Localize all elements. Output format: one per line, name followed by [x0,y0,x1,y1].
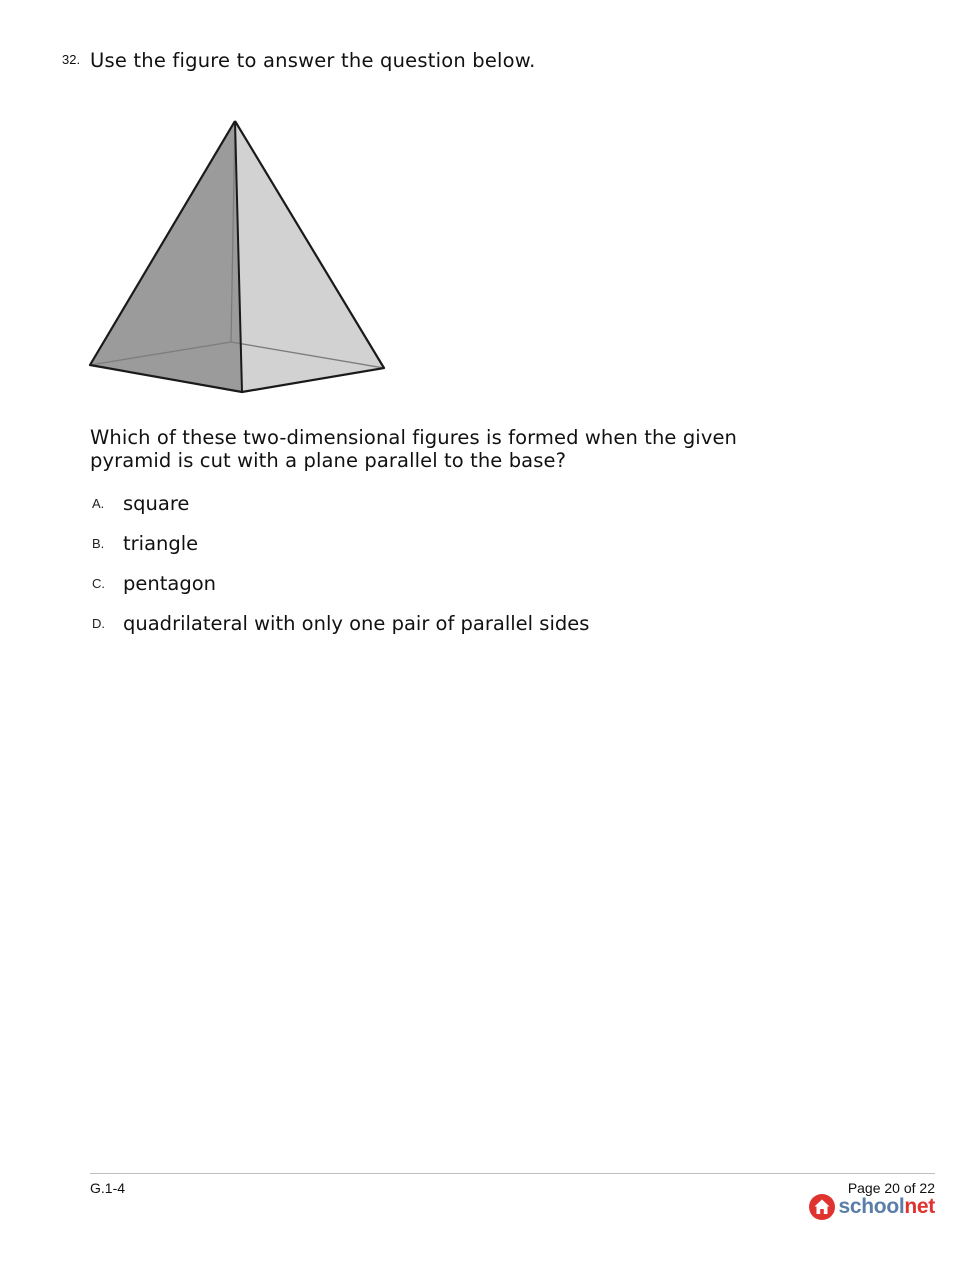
question-text: Which of these two-dimensional figures is formed when the given pyramid is cut with a plane parallel to the base? [90,426,738,472]
page-number: Page 20 of 22 [847,1180,935,1196]
pyramid-left-face [90,121,242,392]
logo-wordmark [839,1195,936,1219]
choice-text: triangle [123,532,199,555]
choice-letter: B. [92,536,105,551]
pyramid-figure [86,114,388,400]
pyramid-right-face [235,121,384,392]
question-number: 32. [62,52,81,67]
choice-letter: C. [92,576,105,591]
choice-letter: A. [92,496,105,511]
question-prompt: Use the figure to answer the question below. [90,49,536,72]
schoolnet-logo [808,1193,936,1221]
logo-school-text: school [838,1195,905,1218]
footer-divider [90,1173,935,1174]
square-pyramid-icon [86,114,388,396]
choice-letter: D. [92,616,105,631]
house-icon [808,1193,836,1221]
choice-text: square [123,492,190,515]
choice-text: quadrilateral with only one pair of parallel sides [123,612,590,635]
standard-code: G.1-4 [90,1180,126,1196]
logo-net-text: net [904,1195,935,1218]
choice-text: pentagon [123,572,216,595]
